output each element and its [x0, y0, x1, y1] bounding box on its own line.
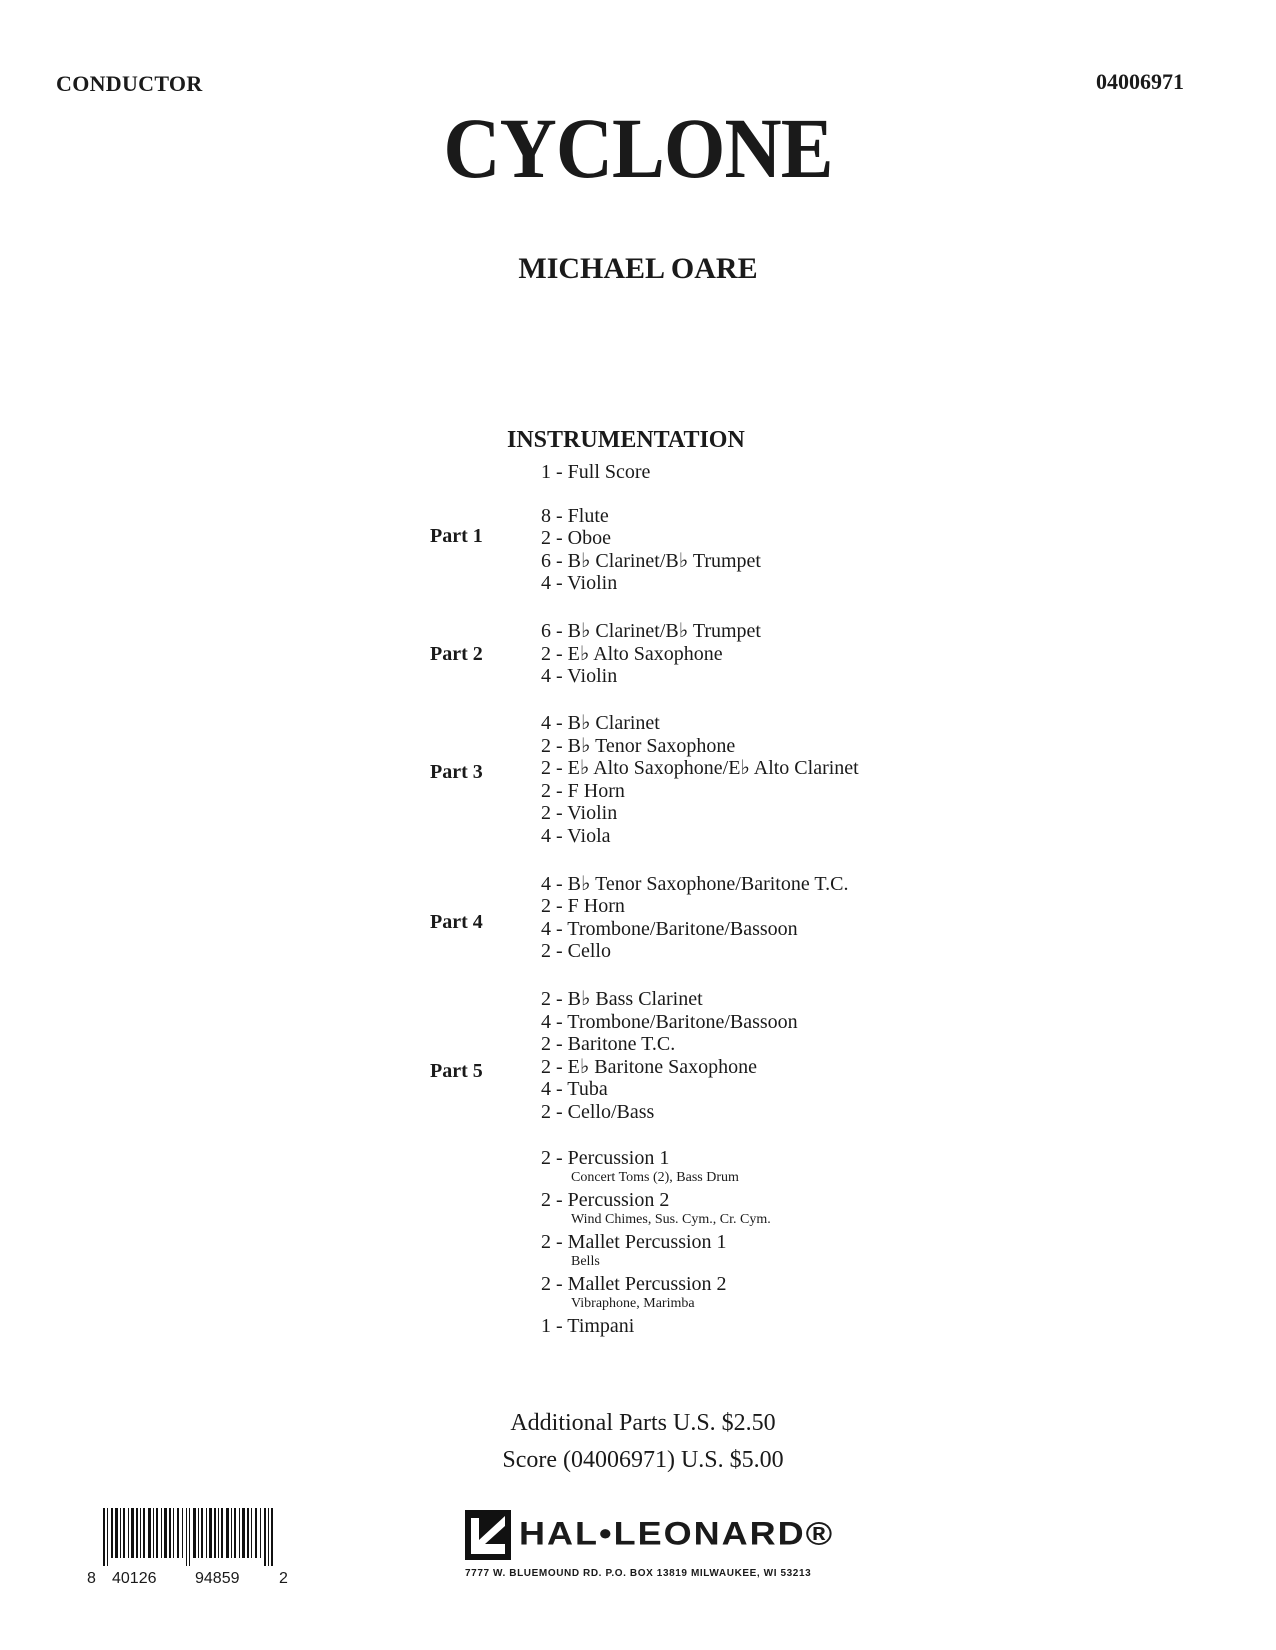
- instrumentation-heading: INSTRUMENTATION: [507, 427, 745, 453]
- list-item: 2 - B♭ Tenor Saxophone: [541, 735, 736, 757]
- list-item: 2 - E♭ Alto Saxophone: [541, 643, 723, 665]
- part-2-label: Part 2: [430, 643, 483, 665]
- list-item: 2 - Cello: [541, 940, 611, 962]
- list-item: 2 - Cello/Bass: [541, 1101, 655, 1123]
- list-item: 4 - B♭ Clarinet: [541, 712, 660, 734]
- list-item-full-score: 1 - Full Score: [541, 461, 651, 483]
- barcode-digit: 94859: [195, 1570, 240, 1587]
- list-item: 4 - Violin: [541, 572, 618, 594]
- publisher-mark-icon: [465, 1510, 511, 1560]
- score-price: Score (04006971) U.S. $5.00: [502, 1447, 784, 1473]
- list-item: 2 - B♭ Bass Clarinet: [541, 988, 703, 1010]
- list-item: 4 - Trombone/Baritone/Bassoon: [541, 918, 798, 940]
- catalog-number: 04006971: [1096, 69, 1184, 94]
- hal-leonard-logo: [465, 1510, 835, 1560]
- list-item: 4 - Violin: [541, 665, 618, 687]
- list-item-percussion: 2 - Mallet Percussion 2: [541, 1273, 727, 1295]
- list-item-percussion: 1 - Timpani: [541, 1315, 635, 1337]
- list-item-detail: Bells: [571, 1254, 600, 1269]
- additional-parts-price: Additional Parts U.S. $2.50: [510, 1410, 776, 1436]
- list-item-detail: Concert Toms (2), Bass Drum: [571, 1170, 739, 1185]
- part-3-label: Part 3: [430, 761, 483, 783]
- barcode-digit: 40126: [112, 1570, 157, 1587]
- list-item: 4 - Tuba: [541, 1078, 608, 1100]
- list-item-detail: Vibraphone, Marimba: [571, 1296, 695, 1311]
- page-title: CYCLONE: [443, 100, 833, 196]
- list-item: 2 - E♭ Alto Saxophone/E♭ Alto Clarinet: [541, 757, 859, 779]
- list-item-percussion: 2 - Percussion 1: [541, 1147, 670, 1169]
- publisher-address: 7777 W. BLUEMOUND RD. P.O. BOX 13819 MILWAUKEE, WI 53213: [465, 1568, 812, 1579]
- list-item: 4 - Viola: [541, 825, 611, 847]
- list-item: 2 - F Horn: [541, 780, 625, 802]
- list-item: 4 - Trombone/Baritone/Bassoon: [541, 1011, 798, 1033]
- list-item: 2 - Violin: [541, 802, 618, 824]
- list-item: 2 - Baritone T.C.: [541, 1033, 676, 1055]
- list-item: 2 - F Horn: [541, 895, 625, 917]
- publisher-logo-text: HAL•LEONARD®: [519, 1515, 835, 1552]
- part-5-label: Part 5: [430, 1060, 483, 1082]
- list-item: 6 - B♭ Clarinet/B♭ Trumpet: [541, 620, 761, 642]
- list-item-percussion: 2 - Percussion 2: [541, 1189, 670, 1211]
- list-item: 8 - Flute: [541, 505, 609, 527]
- list-item: 4 - B♭ Tenor Saxophone/Baritone T.C.: [541, 873, 849, 895]
- header-conductor-label: CONDUCTOR: [56, 71, 203, 96]
- list-item-detail: Wind Chimes, Sus. Cym., Cr. Cym.: [571, 1212, 771, 1227]
- part-1-label: Part 1: [430, 525, 483, 547]
- barcode-digit: 8: [87, 1570, 96, 1587]
- composer-name: MICHAEL OARE: [518, 252, 758, 285]
- part-4-label: Part 4: [430, 911, 483, 933]
- list-item: 2 - Oboe: [541, 527, 611, 549]
- barcode: [103, 1508, 273, 1566]
- list-item-percussion: 2 - Mallet Percussion 1: [541, 1231, 727, 1253]
- list-item: 6 - B♭ Clarinet/B♭ Trumpet: [541, 550, 761, 572]
- list-item: 2 - E♭ Baritone Saxophone: [541, 1056, 758, 1078]
- barcode-digit: 2: [279, 1570, 288, 1587]
